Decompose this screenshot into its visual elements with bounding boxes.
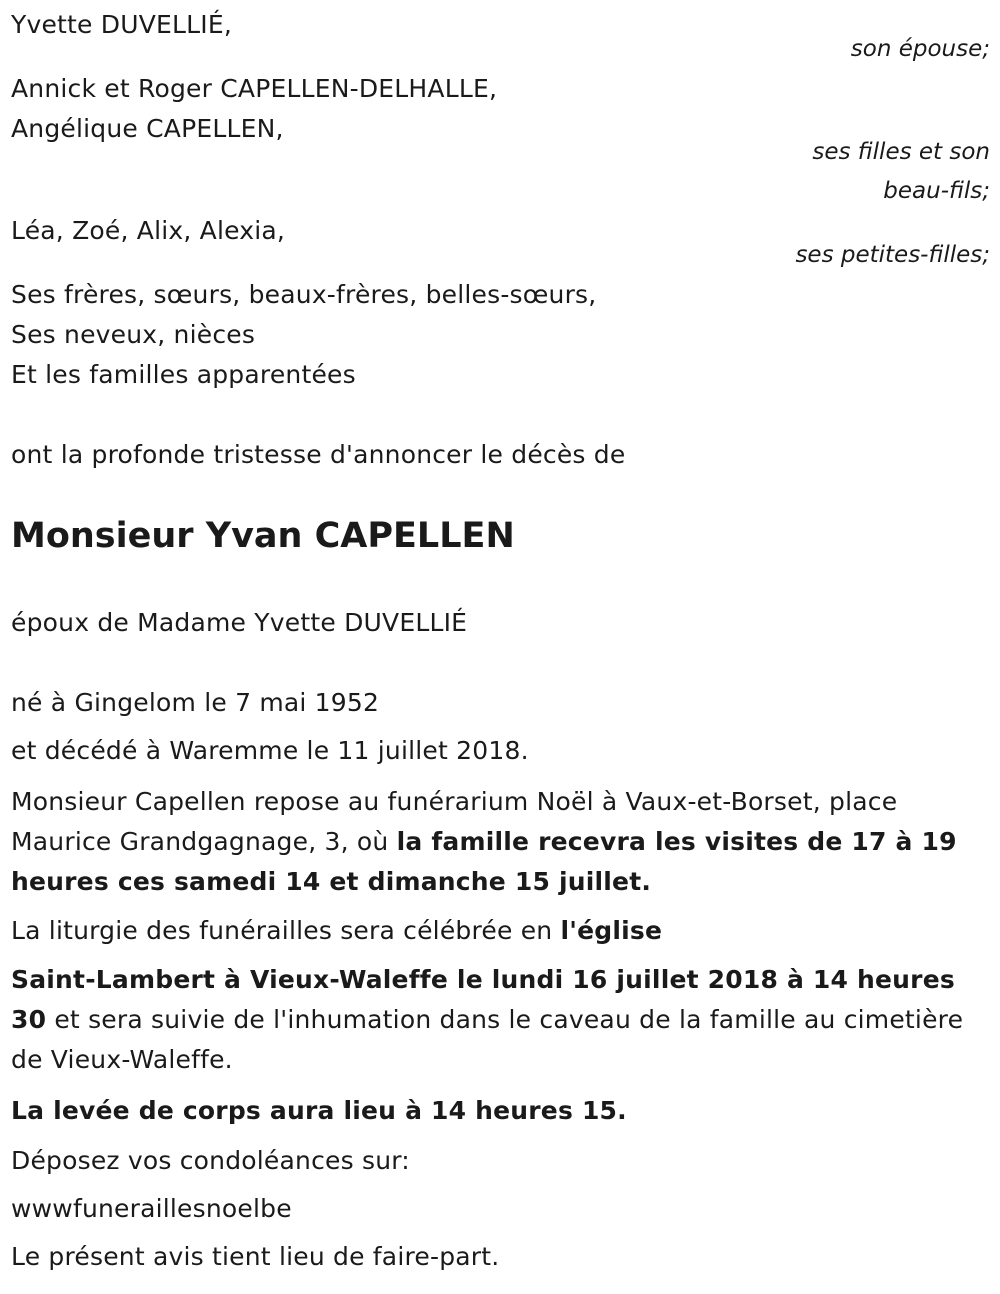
spouse-role: son épouse; <box>850 36 990 62</box>
liturgy-text: La liturgie des funérailles sera célébrée en <box>11 916 561 945</box>
death-info: et décédé à Waremme le 11 juillet 2018. <box>11 736 529 765</box>
spouse-name: Yvette DUVELLIÉ, <box>11 10 232 39</box>
deceased-name: Monsieur Yvan CAPELLEN <box>11 516 515 556</box>
grandchildren: Léa, Zoé, Alix, Alexia, <box>11 216 286 245</box>
church-paragraph <box>11 960 986 1080</box>
family-line-3: Et les familles apparentées <box>11 360 356 389</box>
children-line-1: Annick et Roger CAPELLEN-DELHALLE, <box>11 74 498 103</box>
announcement: ont la profonde tristesse d'annoncer le décès de <box>11 440 626 469</box>
notice-text: Le présent avis tient lieu de faire-part. <box>11 1242 500 1271</box>
family-line-1: Ses frères, sœurs, beaux-frères, belles-sœurs, <box>11 280 597 309</box>
condolences-label: Déposez vos condoléances sur: <box>11 1146 410 1175</box>
rest-bold: la famille recevra les visites de 17 à 19 heures ces samedi 14 et dimanche 15 juillet. <box>11 827 957 896</box>
children-line-2: Angélique CAPELLEN, <box>11 114 284 143</box>
levee-corps: La levée de corps aura lieu à 14 heures 15. <box>11 1096 627 1125</box>
family-line-2: Ses neveux, nièces <box>11 320 256 349</box>
church-bold: Saint-Lambert à Vieux-Waleffe le lundi 16 juillet 2018 à 14 heures 30 <box>11 965 955 1034</box>
rest-paragraph <box>11 782 986 902</box>
liturgy-bold: l'église <box>560 916 663 945</box>
children-role-1: ses filles et son <box>812 139 990 165</box>
spouse-of: époux de Madame Yvette DUVELLIÉ <box>11 608 468 637</box>
grandchildren-role: ses petites-filles; <box>795 242 990 268</box>
church-text: et sera suivie de l'inhumation dans le caveau de la famille au cimetière de Vieux-Waleffe. <box>11 1005 964 1074</box>
liturgy-line <box>11 914 662 948</box>
children-role-2: beau-fils; <box>883 178 990 204</box>
website-link[interactable]: wwwfuneraillesnoelbe <box>11 1194 292 1223</box>
birth-info: né à Gingelom le 7 mai 1952 <box>11 688 380 717</box>
rest-text: Monsieur Capellen repose au funérarium Noël à Vaux-et-Borset, place Maurice Grandgagnage, 3, où <box>11 787 898 856</box>
